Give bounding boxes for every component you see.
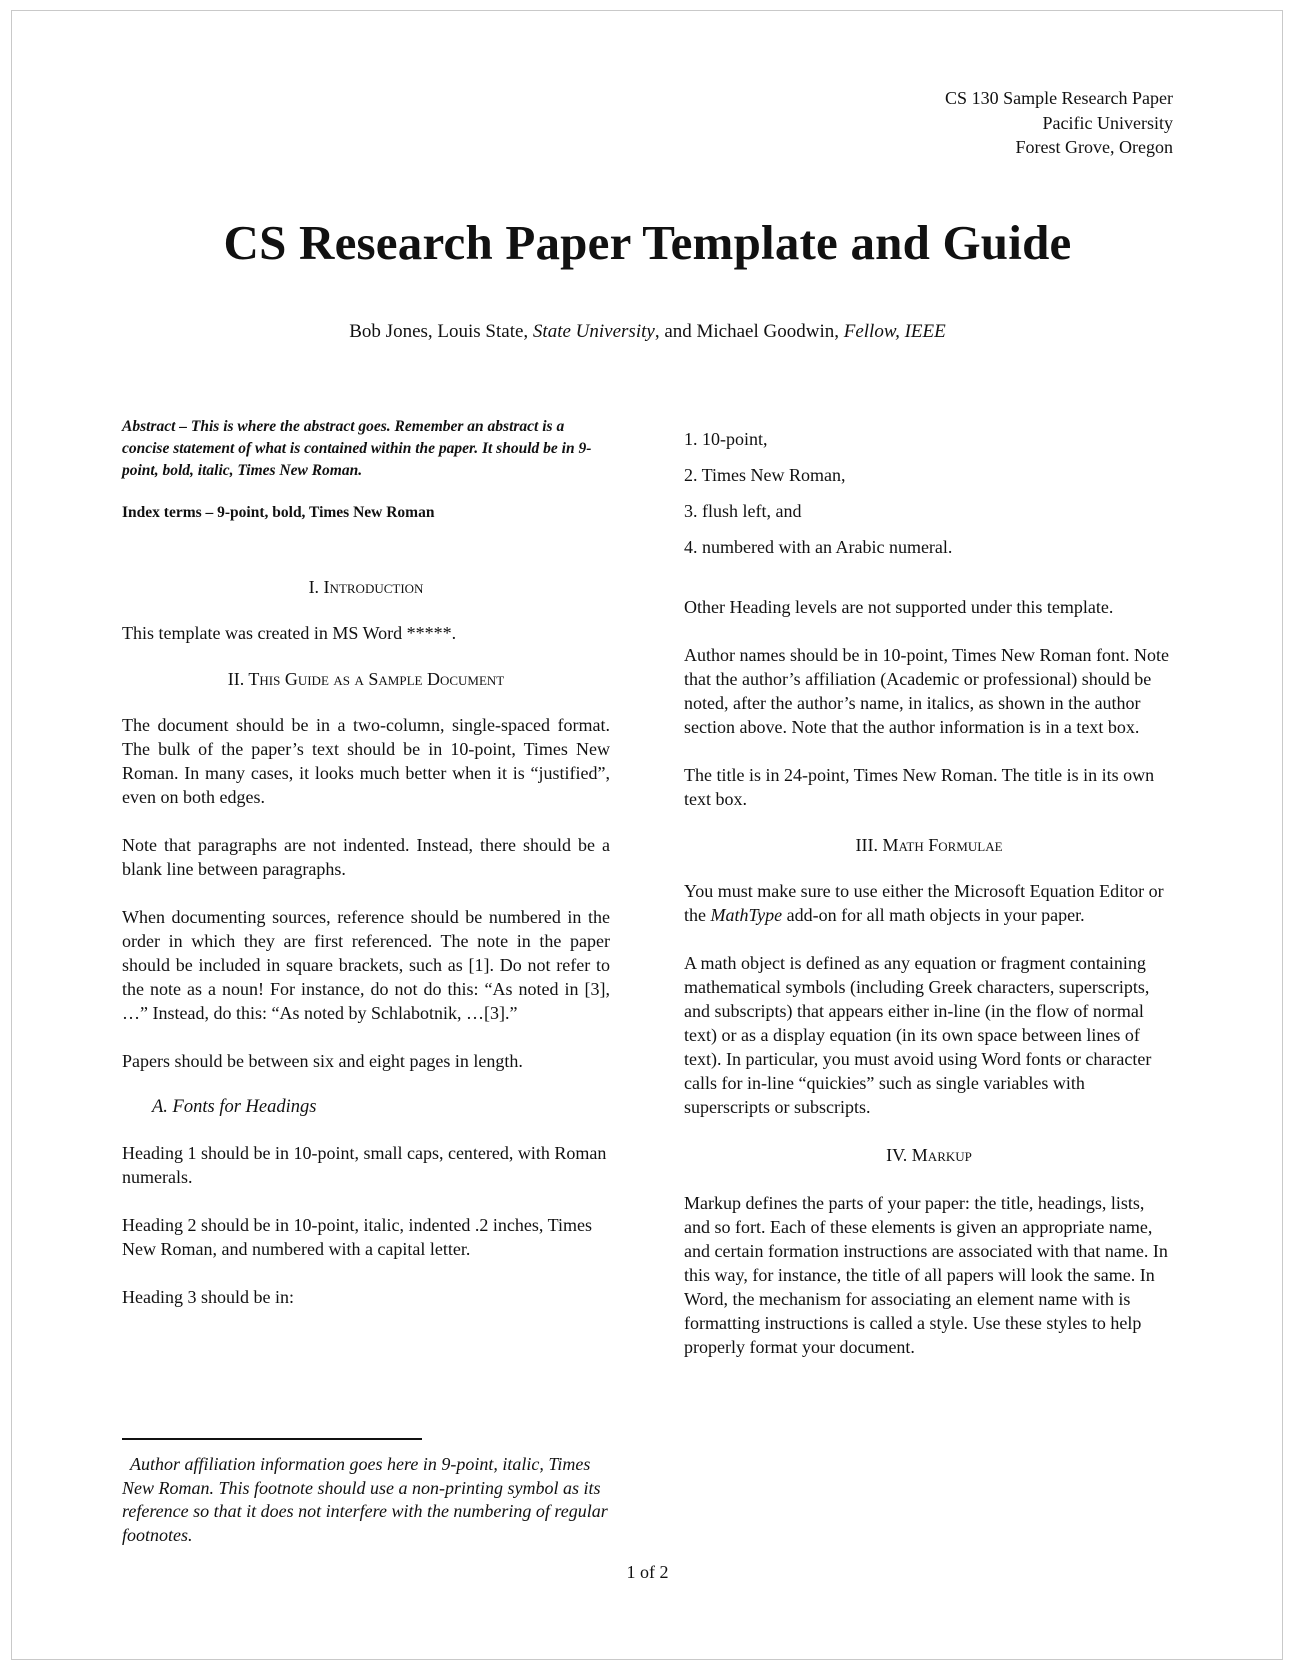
math-text-b: add-on for all math objects in your paper. (782, 905, 1085, 925)
fonts-paragraph-2: Heading 2 should be in 10-point, italic, indented .2 inches, Times New Roman, and numbered with a capital letter. (122, 1215, 592, 1259)
abstract: Abstract – This is where the abstract goes. Remember an abstract is a concise statement of what is contained within the paper. It should be in 9-point, bold, italic, Times New Roman. (122, 418, 592, 479)
institution-line: Pacific University (1042, 112, 1173, 133)
paper-title: CS Research Paper Template and Guide (223, 215, 1072, 270)
author-names-1: Bob Jones, Louis State, (349, 321, 533, 342)
heading-fonts: A. Fonts for Headings (152, 1097, 317, 1117)
left-column (122, 416, 610, 1309)
title-note-paragraph: The title is in 24-point, Times New Roman. The title is in its own text box. (684, 765, 1155, 809)
list-item: 4. numbered with an Arabic numeral. (684, 537, 953, 557)
math-text-a: You must make sure to use either the Microsoft Equation Editor or the (684, 881, 1164, 925)
right-column (684, 427, 1174, 1359)
fonts-paragraph-3: Heading 3 should be in: (122, 1287, 294, 1307)
footnote-rule (122, 1438, 422, 1440)
author-names-paragraph: Author names should be in 10-point, Times New Roman font. Note that the author’s affiliation (Academic or professional) should be noted, after the author’s name, in italics, as shown in the author section above. Note that the author information is in a text box. (684, 645, 1169, 737)
author-affiliation-2: Fellow, IEEE (843, 321, 946, 342)
institution-line: Forest Grove, Oregon (1015, 137, 1173, 157)
heading-math: III. Math Formulae (855, 835, 1003, 855)
author-names-2: , and Michael Goodwin, (654, 321, 844, 342)
heading-markup: IV. Markup (886, 1145, 972, 1165)
author-line (0, 320, 1295, 344)
footnote (122, 1453, 612, 1547)
guide-paragraph-1: The document should be in a two-column, single-spaced format. The bulk of the paper’s text should be in 10-point, Times New Roman. In many cases, it looks much better when it is “justified”, even on both edges. (122, 715, 610, 807)
math-paragraph-2: A math object is defined as any equation or fragment containing mathematical symbols (including Greek characters, superscripts, and subscripts) that appears either in-line (in the flow of normal text) or as a display equation (in its own space between lines of text). In particular, you must avoid using Word fonts or character calls for in-line “quickies” such as single variables with superscripts or subscripts. (684, 953, 1152, 1117)
guide-paragraph-3: When documenting sources, reference should be numbered in the order in which they are first referenced. The note in the paper should be included in square brackets, such as [1]. Do not refer to the note as a noun! For instance, do not do this: “As noted in [3], …” Instead, do this: “As noted by Schlabotnik, …[3].” (122, 907, 610, 1023)
footnote-text: Author affiliation information goes here in 9-point, italic, Times New Roman. This footnote should use a non-printing symbol as its reference so that it does not interfere with the numbering of regular footnotes. (122, 1454, 608, 1545)
fonts-paragraph-1: Heading 1 should be in 10-point, small caps, centered, with Roman numerals. (122, 1143, 607, 1187)
list-item: 3. flush left, and (684, 501, 802, 521)
mathtype-term: MathType (710, 905, 783, 925)
list-item: 2. Times New Roman, (684, 465, 846, 485)
intro-paragraph: This template was created in MS Word *****. (122, 623, 457, 643)
index-terms: Index terms – 9-point, bold, Times New Roman (122, 504, 435, 521)
math-paragraph-1 (684, 879, 1174, 927)
other-levels-paragraph: Other Heading levels are not supported under this template. (684, 597, 1114, 617)
page-number: 1 of 2 (626, 1562, 669, 1582)
heading-guide: II. This Guide as a Sample Document (227, 669, 505, 689)
institution-line: CS 130 Sample Research Paper (945, 88, 1173, 108)
guide-paragraph-4: Papers should be between six and eight pages in length. (122, 1051, 523, 1071)
list-item: 1. 10-point, (684, 429, 768, 449)
guide-paragraph-2: Note that paragraphs are not indented. Instead, there should be a blank line between paragraphs. (122, 835, 610, 879)
institution-block (945, 86, 1173, 160)
author-affiliation-1: State University (532, 321, 655, 342)
heading-introduction: I. Introduction (308, 577, 424, 597)
markup-paragraph: Markup defines the parts of your paper: the title, headings, lists, and so fort. Each of these elements is given an appropriate name, and certain formation instructions are associated with that name. In this way, for instance, the title of all papers will look the same. In Word, the mechanism for associating an element name with is formatting instructions is called a style. Use these styles to help properly format your document. (684, 1193, 1168, 1357)
